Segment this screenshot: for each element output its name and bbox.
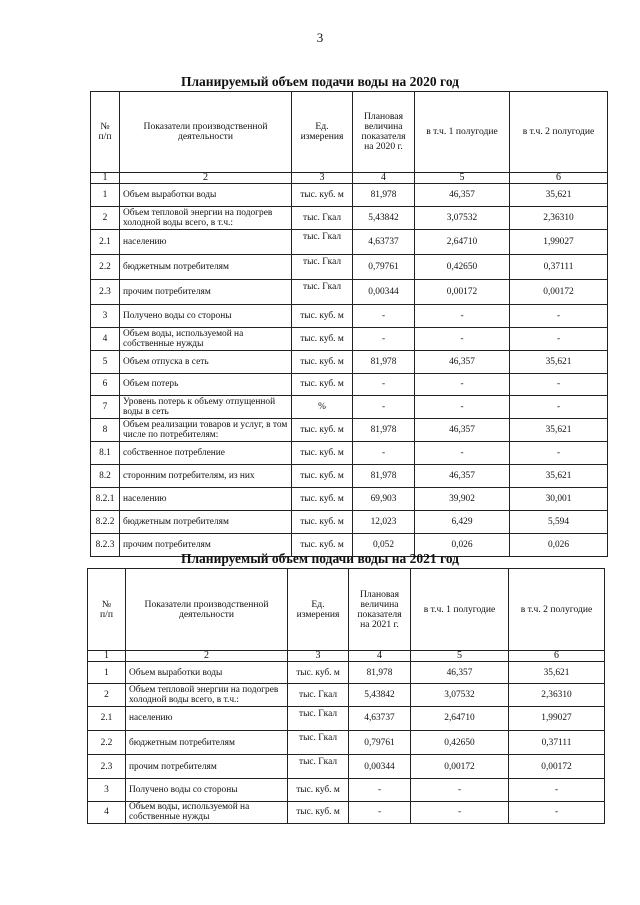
- plan-value: -: [349, 779, 411, 801]
- indicator-name: бюджетным потребителям: [126, 730, 288, 754]
- row-number: 6: [91, 373, 120, 396]
- indicator-name: Уровень потерь к объему отпущенной воды в сеть: [120, 396, 292, 419]
- half2-value: 5,594: [510, 511, 608, 534]
- column-number: 5: [411, 651, 509, 662]
- half1-value: 0,026: [415, 534, 510, 557]
- row-number: 2.3: [88, 755, 126, 779]
- column-number-row: [88, 651, 605, 662]
- plan-value: 4,63737: [353, 229, 415, 254]
- indicator-name: Объем отпуска в сеть: [120, 350, 292, 373]
- half2-value: -: [510, 373, 608, 396]
- row-number: 8.2: [91, 465, 120, 488]
- plan-value: 5,43842: [353, 206, 415, 229]
- half1-value: 0,00172: [415, 279, 510, 304]
- indicator-name: Получено воды со стороны: [126, 779, 288, 801]
- plan-value: 0,79761: [353, 254, 415, 279]
- plan-value: 81,978: [353, 350, 415, 373]
- table-row: [91, 184, 608, 207]
- half1-value: -: [415, 442, 510, 465]
- plan-value: 12,023: [353, 511, 415, 534]
- row-number: 8.2.1: [91, 488, 120, 511]
- row-number: 2.2: [91, 254, 120, 279]
- half1-value: 2,64710: [411, 706, 509, 730]
- table-row: [88, 662, 605, 684]
- half1-value: 0,00172: [411, 755, 509, 779]
- water-supply-table: [90, 91, 608, 557]
- column-number-row: [91, 173, 608, 184]
- half1-value: 39,902: [415, 488, 510, 511]
- half1-value: 0,42650: [411, 730, 509, 754]
- indicator-name: населению: [120, 488, 292, 511]
- half2-value: 0,37111: [509, 730, 605, 754]
- indicator-name: Получено воды со стороны: [120, 304, 292, 327]
- row-number: 2.1: [91, 229, 120, 254]
- unit: тыс. куб. м: [288, 801, 349, 823]
- indicator-name: Объем выработки воды: [126, 662, 288, 684]
- indicator-name: сторонним потребителям, из них: [120, 465, 292, 488]
- half2-value: -: [509, 801, 605, 823]
- row-number: 1: [91, 184, 120, 207]
- unit: тыс. куб. м: [292, 419, 353, 442]
- column-number: 3: [288, 651, 349, 662]
- half1-value: -: [415, 304, 510, 327]
- plan-value: 5,43842: [349, 684, 411, 706]
- column-header: Плановая величина показателя на 2020 г.: [353, 92, 415, 173]
- half1-value: 46,357: [415, 184, 510, 207]
- unit: тыс. Гкал: [288, 755, 349, 779]
- half1-value: -: [411, 801, 509, 823]
- column-number: 4: [349, 651, 411, 662]
- table-row: [91, 279, 608, 304]
- row-number: 5: [91, 350, 120, 373]
- table-row: [88, 706, 605, 730]
- half1-value: 46,357: [411, 662, 509, 684]
- row-number: 2.1: [88, 706, 126, 730]
- plan-value: 0,79761: [349, 730, 411, 754]
- unit: тыс. Гкал: [292, 206, 353, 229]
- table-row: [91, 511, 608, 534]
- plan-value: 81,978: [349, 662, 411, 684]
- indicator-name: прочим потребителям: [120, 534, 292, 557]
- column-number: 6: [509, 651, 605, 662]
- row-number: 3: [91, 304, 120, 327]
- unit: тыс. Гкал: [292, 229, 353, 254]
- plan-value: -: [353, 442, 415, 465]
- header-row: [91, 92, 608, 173]
- unit: тыс. куб. м: [288, 779, 349, 801]
- indicator-name: населению: [120, 229, 292, 254]
- column-header: Показатели производственной деятельности: [120, 92, 292, 173]
- half2-value: -: [510, 304, 608, 327]
- table-row: [91, 396, 608, 419]
- half2-value: 35,621: [510, 184, 608, 207]
- plan-value: 81,978: [353, 419, 415, 442]
- plan-value: -: [353, 327, 415, 350]
- table-row: [88, 755, 605, 779]
- plan-value: -: [353, 396, 415, 419]
- table-row: [91, 465, 608, 488]
- table-row: [91, 229, 608, 254]
- row-number: 2: [88, 684, 126, 706]
- plan-value: -: [353, 373, 415, 396]
- table-row: [91, 373, 608, 396]
- unit: тыс. куб. м: [292, 373, 353, 396]
- row-number: 4: [91, 327, 120, 350]
- plan-value: 81,978: [353, 465, 415, 488]
- table-row: [91, 254, 608, 279]
- half1-value: -: [415, 396, 510, 419]
- table-row: [91, 488, 608, 511]
- table-title: Планируемый объем подачи воды на 2020 год: [180, 74, 460, 89]
- half1-value: 46,357: [415, 465, 510, 488]
- column-header: в т.ч. 2 полугодие: [509, 569, 605, 651]
- plan-value: 0,00344: [349, 755, 411, 779]
- half2-value: -: [510, 327, 608, 350]
- half2-value: 0,37111: [510, 254, 608, 279]
- table-row: [91, 442, 608, 465]
- half2-value: 0,00172: [509, 755, 605, 779]
- table-row: [91, 304, 608, 327]
- half1-value: 3,07532: [415, 206, 510, 229]
- column-header: Ед. измерения: [292, 92, 353, 173]
- half1-value: -: [415, 373, 510, 396]
- row-number: 1: [88, 662, 126, 684]
- column-header: Ед. измерения: [288, 569, 349, 651]
- row-number: 4: [88, 801, 126, 823]
- half2-value: 2,36310: [510, 206, 608, 229]
- plan-value: -: [349, 801, 411, 823]
- plan-value: 69,903: [353, 488, 415, 511]
- table-row: [91, 419, 608, 442]
- unit: тыс. Гкал: [288, 730, 349, 754]
- unit: тыс. куб. м: [292, 184, 353, 207]
- half2-value: 35,621: [510, 350, 608, 373]
- table-row: [88, 684, 605, 706]
- half1-value: -: [415, 327, 510, 350]
- column-number: 1: [91, 173, 120, 184]
- column-number: 2: [126, 651, 288, 662]
- half2-value: -: [510, 396, 608, 419]
- unit: %: [292, 396, 353, 419]
- row-number: 8: [91, 419, 120, 442]
- row-number: 2.2: [88, 730, 126, 754]
- indicator-name: прочим потребителям: [120, 279, 292, 304]
- half1-value: 46,357: [415, 419, 510, 442]
- unit: тыс. куб. м: [292, 327, 353, 350]
- half2-value: 1,99027: [510, 229, 608, 254]
- plan-value: 81,978: [353, 184, 415, 207]
- page-number: 3: [316, 30, 324, 45]
- unit: тыс. куб. м: [292, 534, 353, 557]
- unit: тыс. куб. м: [292, 442, 353, 465]
- row-number: 8.2.3: [91, 534, 120, 557]
- column-number: 2: [120, 173, 292, 184]
- half2-value: -: [509, 779, 605, 801]
- unit: тыс. куб. м: [292, 465, 353, 488]
- column-number: 3: [292, 173, 353, 184]
- indicator-name: Объем тепловой энергии на подогрев холодной воды всего, в т.ч.:: [120, 206, 292, 229]
- plan-value: -: [353, 304, 415, 327]
- column-header: № п/п: [91, 92, 120, 173]
- indicator-name: Объем выработки воды: [120, 184, 292, 207]
- row-number: 2.3: [91, 279, 120, 304]
- half1-value: -: [411, 779, 509, 801]
- half1-value: 46,357: [415, 350, 510, 373]
- half1-value: 6,429: [415, 511, 510, 534]
- table-title: Планируемый объем подачи воды на 2021 год: [180, 551, 460, 566]
- indicator-name: Объем потерь: [120, 373, 292, 396]
- unit: тыс. Гкал: [292, 279, 353, 304]
- plan-value: 0,052: [353, 534, 415, 557]
- unit: тыс. куб. м: [292, 350, 353, 373]
- column-header: в т.ч. 2 полугодие: [510, 92, 608, 173]
- unit: тыс. Гкал: [288, 684, 349, 706]
- table-row: [88, 730, 605, 754]
- unit: тыс. куб. м: [292, 488, 353, 511]
- column-header: Показатели производственной деятельности: [126, 569, 288, 651]
- column-header: Плановая величина показателя на 2021 г.: [349, 569, 411, 651]
- table-row: [88, 779, 605, 801]
- header-row: [88, 569, 605, 651]
- half2-value: 0,00172: [510, 279, 608, 304]
- indicator-name: собственное потребление: [120, 442, 292, 465]
- water-supply-table: [87, 568, 605, 824]
- column-number: 6: [510, 173, 608, 184]
- row-number: 8.1: [91, 442, 120, 465]
- indicator-name: бюджетным потребителям: [120, 511, 292, 534]
- column-number: 5: [415, 173, 510, 184]
- indicator-name: Объем тепловой энергии на подогрев холодной воды всего, в т.ч.:: [126, 684, 288, 706]
- column-header: в т.ч. 1 полугодие: [411, 569, 509, 651]
- half2-value: 35,621: [510, 465, 608, 488]
- indicator-name: бюджетным потребителям: [120, 254, 292, 279]
- indicator-name: Объем реализации товаров и услуг, в том числе по потребителям:: [120, 419, 292, 442]
- half2-value: 30,001: [510, 488, 608, 511]
- indicator-name: Объем воды, используемой на собственные нужды: [120, 327, 292, 350]
- table-row: [88, 801, 605, 823]
- row-number: 8.2.2: [91, 511, 120, 534]
- half1-value: 3,07532: [411, 684, 509, 706]
- table-row: [91, 350, 608, 373]
- half2-value: 1,99027: [509, 706, 605, 730]
- column-number: 1: [88, 651, 126, 662]
- column-header: в т.ч. 1 полугодие: [415, 92, 510, 173]
- half2-value: 2,36310: [509, 684, 605, 706]
- column-header: № п/п: [88, 569, 126, 651]
- row-number: 2: [91, 206, 120, 229]
- plan-value: 0,00344: [353, 279, 415, 304]
- half2-value: 35,621: [510, 419, 608, 442]
- unit: тыс. куб. м: [292, 511, 353, 534]
- half2-value: 35,621: [509, 662, 605, 684]
- unit: тыс. Гкал: [292, 254, 353, 279]
- table-row: [91, 327, 608, 350]
- indicator-name: прочим потребителям: [126, 755, 288, 779]
- row-number: 7: [91, 396, 120, 419]
- row-number: 3: [88, 779, 126, 801]
- indicator-name: Объем воды, используемой на собственные нужды: [126, 801, 288, 823]
- plan-value: 4,63737: [349, 706, 411, 730]
- indicator-name: населению: [126, 706, 288, 730]
- half2-value: 0,026: [510, 534, 608, 557]
- unit: тыс. куб. м: [292, 304, 353, 327]
- half1-value: 0,42650: [415, 254, 510, 279]
- column-number: 4: [353, 173, 415, 184]
- unit: тыс. куб. м: [288, 662, 349, 684]
- half1-value: 2,64710: [415, 229, 510, 254]
- unit: тыс. Гкал: [288, 706, 349, 730]
- table-row: [91, 206, 608, 229]
- half2-value: -: [510, 442, 608, 465]
